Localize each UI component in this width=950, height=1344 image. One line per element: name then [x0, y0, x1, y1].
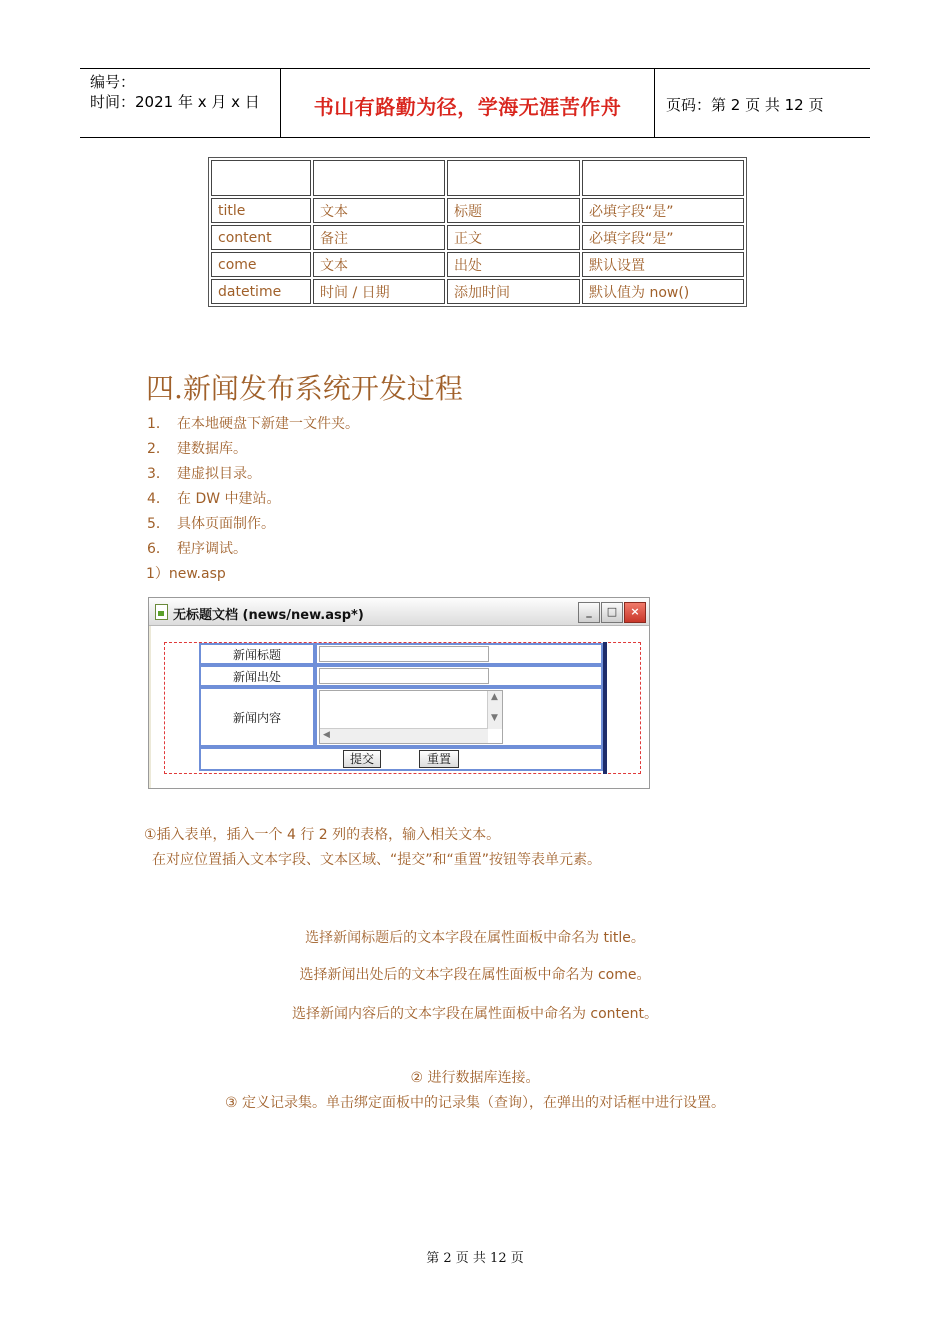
table-row: [211, 225, 744, 250]
input-cell-title: [315, 643, 603, 665]
step-list: [147, 412, 359, 562]
field-name: content: [211, 225, 311, 250]
minimize-button[interactable]: _: [578, 602, 600, 623]
page-header: [80, 68, 870, 138]
step-text: 建数据库。: [177, 441, 247, 457]
field-type: 时间 / 日期: [313, 279, 445, 304]
field-note: 默认值为 now(): [582, 279, 744, 304]
come-input[interactable]: [319, 668, 489, 684]
step-number: 4．: [147, 491, 170, 507]
header-right-cell: [654, 69, 870, 137]
scroll-left-icon[interactable]: ◀: [323, 730, 330, 740]
step-text: 在本地硬盘下新建一文件夹。: [177, 416, 359, 432]
instruction-5: 选择新闻内容后的文本字段在属性面板中命名为 content。: [291, 1006, 659, 1022]
label-cell-title: [199, 643, 315, 665]
table-row: [211, 252, 744, 277]
content-textarea[interactable]: [319, 690, 503, 744]
field-desc: 添加时间: [447, 279, 580, 304]
page-footer: 第 2 页 共 12 页: [426, 1251, 524, 1266]
step-text: 具体页面制作。: [177, 516, 275, 532]
reset-button[interactable]: 重置: [419, 750, 459, 768]
maximize-button[interactable]: □: [601, 602, 623, 623]
list-item: [147, 462, 359, 487]
scroll-up-icon[interactable]: ▲: [491, 692, 498, 702]
list-item: [147, 537, 359, 562]
window-titlebar[interactable]: [149, 598, 649, 626]
code-label: 编号：: [90, 73, 136, 91]
field-desc: 出处: [447, 252, 580, 277]
field-name: come: [211, 252, 311, 277]
design-canvas: [151, 626, 649, 788]
horizontal-scrollbar[interactable]: [320, 728, 488, 743]
scroll-down-icon[interactable]: ▼: [491, 713, 498, 723]
list-item: [147, 512, 359, 537]
step-number: 6．: [147, 541, 170, 557]
step-text: 在 DW 中建站。: [177, 491, 281, 507]
table-header-row: [211, 160, 744, 196]
field-note: 必填字段“是”: [582, 198, 744, 223]
time-label: 时间：2021 年 x 月 x 日: [90, 93, 260, 111]
label-news-content: 新闻内容: [232, 711, 281, 725]
instruction-7: ③ 定义记录集。单击绑定面板中的记录集（查询），在弹出的对话框中进行设置。: [225, 1095, 725, 1111]
field-note: 必填字段“是”: [582, 225, 744, 250]
table-row: [211, 279, 744, 304]
list-item: [147, 437, 359, 462]
field-table: [208, 157, 747, 307]
table-edge: [603, 642, 607, 774]
step-number: 2．: [147, 441, 170, 457]
field-type: 文本: [313, 198, 445, 223]
instruction-4: 选择新闻出处后的文本字段在属性面板中命名为 come。: [299, 967, 651, 983]
label-cell-content: [199, 687, 315, 747]
label-cell-come: [199, 665, 315, 687]
title-input[interactable]: [319, 646, 489, 662]
header-center-cell: [280, 69, 655, 137]
document-icon: [155, 604, 168, 620]
vertical-scrollbar[interactable]: [487, 691, 502, 729]
motto: 书山有路勤为径，学海无涯苦作舟: [313, 95, 622, 119]
label-news-title: 新闻标题: [232, 648, 281, 662]
field-name: title: [211, 198, 311, 223]
list-item: [147, 487, 359, 512]
header-left-cell: [80, 69, 280, 137]
input-cell-come: [315, 665, 603, 687]
button-cell: [199, 747, 603, 771]
step-text: 程序调试。: [177, 541, 247, 557]
instruction-1: ①插入表单，插入一个 4 行 2 列的表格，输入相关文本。: [144, 827, 501, 843]
window-title: 无标题文档 (news/new.asp*): [173, 608, 364, 623]
instruction-6: ② 进行数据库连接。: [410, 1070, 540, 1086]
field-note: 默认设置: [582, 252, 744, 277]
input-cell-content: [315, 687, 603, 747]
dw-window: [148, 597, 650, 789]
section-title: 四.新闻发布系统开发过程: [146, 372, 463, 405]
instruction-3: 选择新闻标题后的文本字段在属性面板中命名为 title。: [305, 930, 645, 946]
list-item: [147, 412, 359, 437]
step-number: 3．: [147, 466, 170, 482]
label-news-source: 新闻出处: [232, 670, 281, 684]
field-desc: 标题: [447, 198, 580, 223]
field-desc: 正文: [447, 225, 580, 250]
field-type: 文本: [313, 252, 445, 277]
field-name: datetime: [211, 279, 311, 304]
field-type: 备注: [313, 225, 445, 250]
step-number: 1．: [147, 416, 170, 432]
close-button[interactable]: ×: [624, 602, 646, 623]
submit-button[interactable]: 提交: [343, 750, 381, 768]
subsection-label: 1）new.asp: [146, 566, 226, 582]
step-number: 5．: [147, 516, 170, 532]
table-row: [211, 198, 744, 223]
instruction-2: 在对应位置插入文本字段、文本区域、“提交”和“重置”按钮等表单元素。: [152, 852, 602, 868]
page-info: 页码：第 2 页 共 12 页: [666, 96, 824, 114]
step-text: 建虚拟目录。: [177, 466, 261, 482]
